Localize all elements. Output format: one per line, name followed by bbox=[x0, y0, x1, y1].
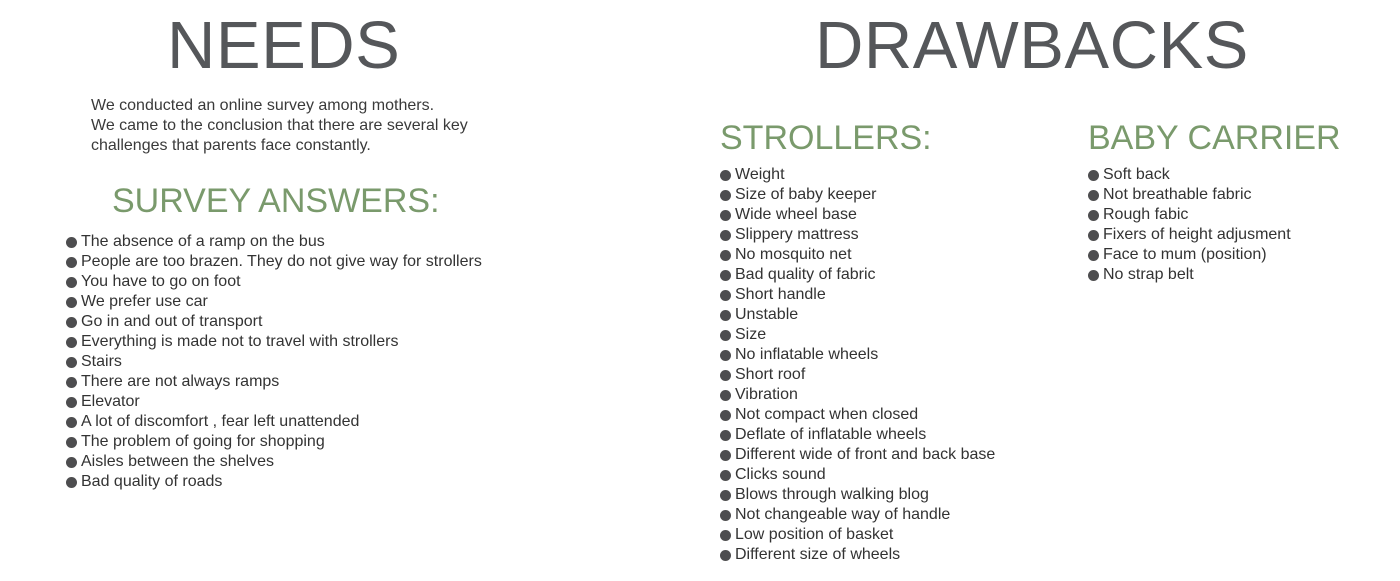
stroller-drawback-text: Not compact when closed bbox=[735, 406, 919, 423]
list-item bbox=[720, 245, 995, 265]
list-item bbox=[1088, 265, 1291, 285]
list-item bbox=[720, 185, 995, 205]
survey-answer-text: Aisles between the shelves bbox=[81, 453, 274, 470]
survey-answers-heading: SURVEY ANSWERS: bbox=[112, 182, 440, 220]
bullet-icon bbox=[720, 390, 731, 401]
bullet-icon bbox=[720, 450, 731, 461]
list-item bbox=[66, 432, 482, 452]
stroller-drawback-text: Weight bbox=[735, 166, 785, 183]
intro-line: We came to the conclusion that there are several key bbox=[91, 117, 468, 134]
carrier-drawback-text: Not breathable fabric bbox=[1103, 186, 1252, 203]
strollers-heading: STROLLERS: bbox=[720, 119, 932, 157]
strollers-drawbacks-list bbox=[720, 165, 995, 565]
stroller-drawback-text: Wide wheel base bbox=[735, 206, 857, 223]
bullet-icon bbox=[720, 510, 731, 521]
survey-answer-text: Stairs bbox=[81, 353, 122, 370]
list-item bbox=[66, 392, 482, 412]
list-item bbox=[66, 292, 482, 312]
survey-answer-text: A lot of discomfort , fear left unattended bbox=[81, 413, 360, 430]
stroller-drawback-text: Not changeable way of handle bbox=[735, 506, 951, 523]
bullet-icon bbox=[1088, 190, 1099, 201]
baby-carrier-heading: BABY CARRIER bbox=[1088, 119, 1341, 157]
list-item bbox=[1088, 205, 1291, 225]
bullet-icon bbox=[1088, 250, 1099, 261]
bullet-icon bbox=[720, 350, 731, 361]
bullet-icon bbox=[720, 490, 731, 501]
list-item bbox=[720, 505, 995, 525]
list-item bbox=[66, 252, 482, 272]
stroller-drawback-text: Different wide of front and back base bbox=[735, 446, 996, 463]
bullet-icon bbox=[66, 337, 77, 348]
carrier-drawback-text: No strap belt bbox=[1103, 266, 1194, 283]
intro-line: challenges that parents face constantly. bbox=[91, 137, 371, 154]
bullet-icon bbox=[66, 417, 77, 428]
list-item bbox=[66, 472, 482, 492]
carrier-drawback-text: Soft back bbox=[1103, 166, 1170, 183]
bullet-icon bbox=[720, 410, 731, 421]
stroller-drawback-text: Short handle bbox=[735, 286, 826, 303]
bullet-icon bbox=[66, 437, 77, 448]
bullet-icon bbox=[66, 377, 77, 388]
bullet-icon bbox=[720, 230, 731, 241]
list-item bbox=[66, 372, 482, 392]
stroller-drawback-text: Slippery mattress bbox=[735, 226, 859, 243]
list-item bbox=[720, 385, 995, 405]
list-item bbox=[720, 465, 995, 485]
bullet-icon bbox=[720, 210, 731, 221]
carrier-drawback-text: Rough fabic bbox=[1103, 206, 1189, 223]
bullet-icon bbox=[1088, 210, 1099, 221]
bullet-icon bbox=[720, 470, 731, 481]
bullet-icon bbox=[66, 257, 77, 268]
stroller-drawback-text: Clicks sound bbox=[735, 466, 826, 483]
bullet-icon bbox=[66, 457, 77, 468]
list-item bbox=[720, 545, 995, 565]
survey-answer-text: Go in and out of transport bbox=[81, 313, 263, 330]
stroller-drawback-text: Vibration bbox=[735, 386, 798, 403]
stroller-drawback-text: Size of baby keeper bbox=[735, 186, 877, 203]
list-item bbox=[66, 272, 482, 292]
bullet-icon bbox=[66, 277, 77, 288]
list-item bbox=[720, 205, 995, 225]
stroller-drawback-text: Unstable bbox=[735, 306, 799, 323]
bullet-icon bbox=[720, 270, 731, 281]
bullet-icon bbox=[720, 170, 731, 181]
bullet-icon bbox=[720, 530, 731, 541]
list-item bbox=[66, 452, 482, 472]
bullet-icon bbox=[720, 190, 731, 201]
stroller-drawback-text: Different size of wheels bbox=[735, 546, 901, 563]
survey-answer-text: Elevator bbox=[81, 393, 140, 410]
bullet-icon bbox=[66, 357, 77, 368]
list-item bbox=[1088, 225, 1291, 245]
list-item bbox=[720, 305, 995, 325]
survey-answer-text: There are not always ramps bbox=[81, 373, 280, 390]
list-item bbox=[720, 265, 995, 285]
list-item bbox=[66, 312, 482, 332]
bullet-icon bbox=[720, 550, 731, 561]
stroller-drawback-text: No mosquito net bbox=[735, 246, 852, 263]
survey-answer-text: Everything is made not to travel with strollers bbox=[81, 333, 399, 350]
survey-answer-text: You have to go on foot bbox=[81, 273, 241, 290]
bullet-icon bbox=[66, 237, 77, 248]
list-item bbox=[66, 352, 482, 372]
stroller-drawback-text: Bad quality of fabric bbox=[735, 266, 876, 283]
bullet-icon bbox=[66, 397, 77, 408]
bullet-icon bbox=[1088, 270, 1099, 281]
bullet-icon bbox=[720, 330, 731, 341]
survey-answers-list bbox=[66, 232, 482, 492]
list-item bbox=[720, 485, 995, 505]
bullet-icon bbox=[720, 250, 731, 261]
stroller-drawback-text: Short roof bbox=[735, 366, 806, 383]
list-item bbox=[720, 225, 995, 245]
bullet-icon bbox=[720, 310, 731, 321]
baby-carrier-drawbacks-list bbox=[1088, 165, 1291, 285]
list-item bbox=[720, 425, 995, 445]
survey-answer-text: The problem of going for shopping bbox=[81, 433, 325, 450]
list-item bbox=[720, 525, 995, 545]
survey-answer-text: The absence of a ramp on the bus bbox=[81, 233, 325, 250]
bullet-icon bbox=[1088, 230, 1099, 241]
list-item bbox=[720, 365, 995, 385]
list-item bbox=[66, 332, 482, 352]
list-item bbox=[720, 345, 995, 365]
stroller-drawback-text: Deflate of inflatable wheels bbox=[735, 426, 927, 443]
bullet-icon bbox=[720, 430, 731, 441]
list-item bbox=[720, 325, 995, 345]
bullet-icon bbox=[66, 297, 77, 308]
bullet-icon bbox=[1088, 170, 1099, 181]
needs-title: NEEDS bbox=[167, 8, 401, 83]
survey-answer-text: People are too brazen. They do not give way for strollers bbox=[81, 253, 482, 270]
carrier-drawback-text: Fixers of height adjusment bbox=[1103, 226, 1291, 243]
list-item bbox=[720, 405, 995, 425]
bullet-icon bbox=[66, 477, 77, 488]
list-item bbox=[66, 232, 482, 252]
carrier-drawback-text: Face to mum (position) bbox=[1103, 246, 1267, 263]
list-item bbox=[1088, 245, 1291, 265]
list-item bbox=[1088, 185, 1291, 205]
intro-line: We conducted an online survey among mothers. bbox=[91, 97, 435, 114]
list-item bbox=[720, 165, 995, 185]
bullet-icon bbox=[720, 370, 731, 381]
stroller-drawback-text: Size bbox=[735, 326, 767, 343]
drawbacks-title: DRAWBACKS bbox=[815, 8, 1249, 83]
bullet-icon bbox=[66, 317, 77, 328]
stroller-drawback-text: Low position of basket bbox=[735, 526, 894, 543]
survey-intro bbox=[91, 96, 531, 156]
survey-answer-text: We prefer use car bbox=[81, 293, 208, 310]
bullet-icon bbox=[720, 290, 731, 301]
stroller-drawback-text: No inflatable wheels bbox=[735, 346, 879, 363]
list-item bbox=[720, 285, 995, 305]
survey-answer-text: Bad quality of roads bbox=[81, 473, 223, 490]
list-item bbox=[66, 412, 482, 432]
list-item bbox=[720, 445, 995, 465]
list-item bbox=[1088, 165, 1291, 185]
stroller-drawback-text: Blows through walking blog bbox=[735, 486, 929, 503]
